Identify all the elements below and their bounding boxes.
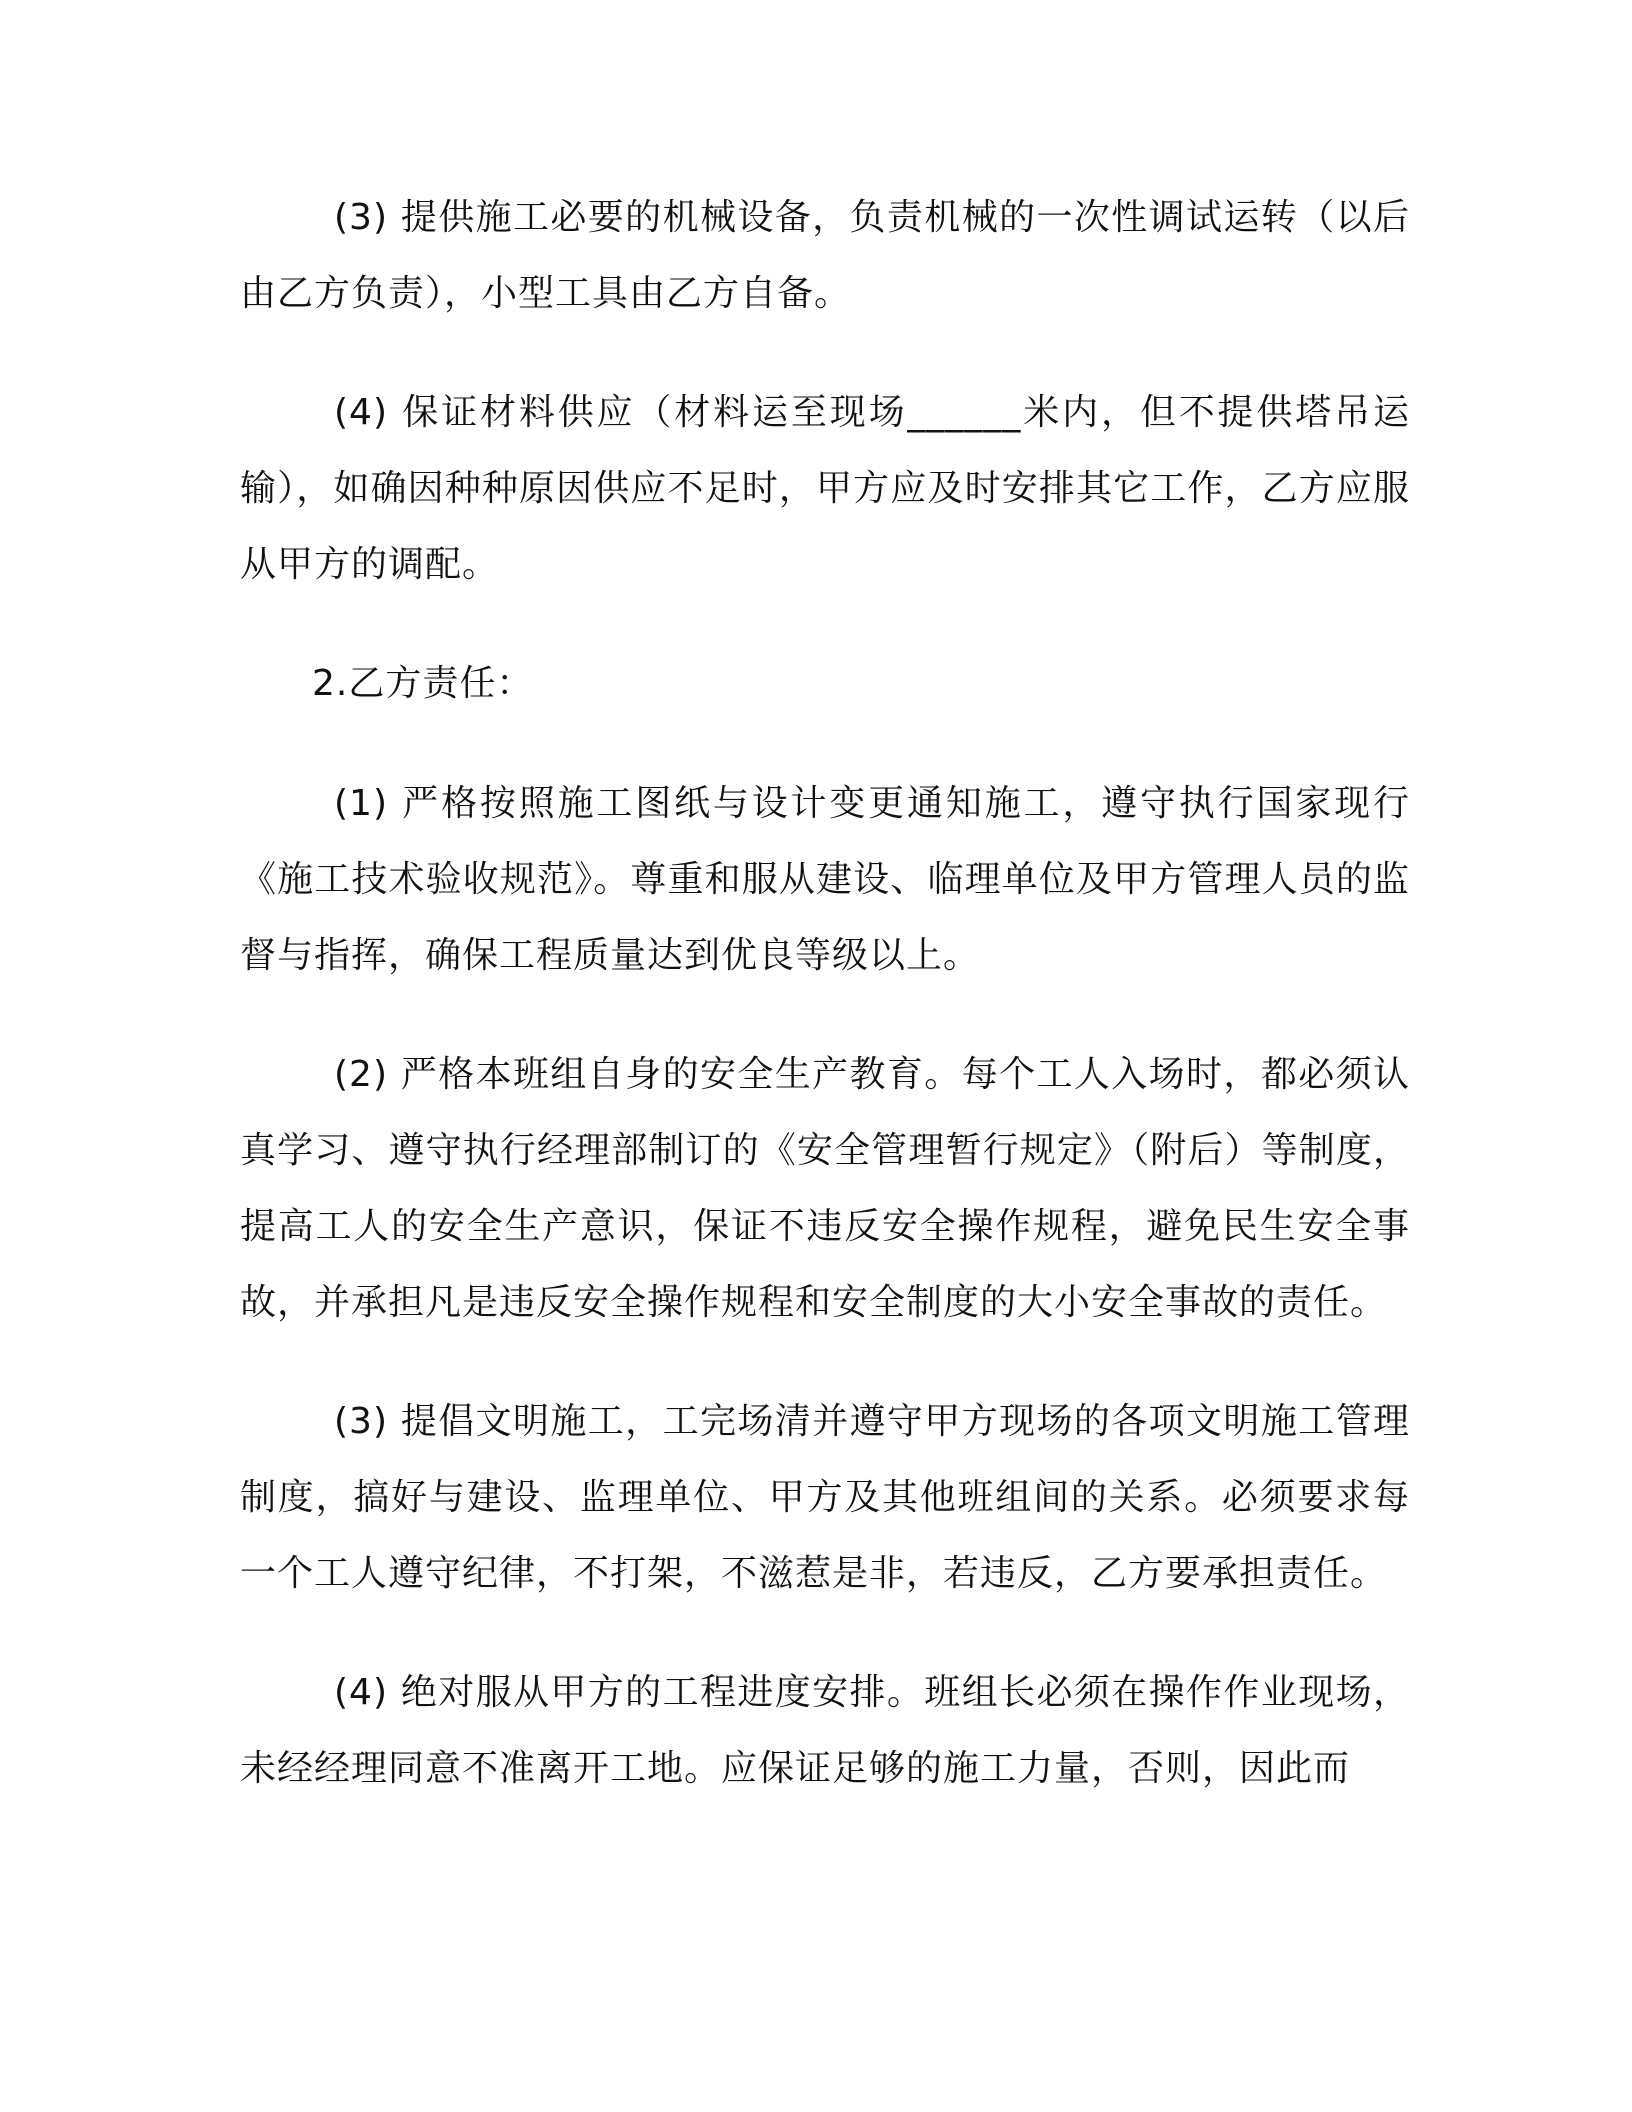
- clause-b2-paragraph: (2) 严格本班组自身的安全生产教育。每个工人入场时，都必须认真学习、遵守执行经理部制订的《安全管理暂行规定》（附后）等制度，提高工人的安全生产意识，保证不违反安全操作规程，避免民生安全事故，并承担凡是违反安全操作规程和安全制度的大小安全事故的责任。: [240, 1054, 1410, 1323]
- section-heading-party-b: 2.乙方责任：: [312, 663, 534, 704]
- clause-b3-paragraph: (3) 提倡文明施工，工完场清并遵守甲方现场的各项文明施工管理制度，搞好与建设、监理单位、甲方及其他班组间的关系。必须要求每一个工人遵守纪律，不打架，不滋惹是非，若违反，乙方要承担责任。: [240, 1401, 1410, 1594]
- document-page: [240, 180, 1410, 1850]
- clause-a4-paragraph: (4) 保证材料供应（材料运至现场______米内，但不提供塔吊运输），如确因种种原因供应不足时，甲方应及时安排其它工作，乙方应服从甲方的调配。: [240, 392, 1410, 585]
- clause-a3-paragraph: (3) 提供施工必要的机械设备，负责机械的一次性调试运转（以后由乙方负责），小型工具由乙方自备。: [240, 197, 1410, 314]
- clause-b4-paragraph: (4) 绝对服从甲方的工程进度安排。班组长必须在操作作业现场，未经经理同意不准离开工地。应保证足够的施工力量，否则，因此而: [240, 1672, 1410, 1789]
- clause-b1-paragraph: (1) 严格按照施工图纸与设计变更通知施工，遵守执行国家现行《施工技术验收规范》。尊重和服从建设、临理单位及甲方管理人员的监督与指挥，确保工程质量达到优良等级以上。: [240, 783, 1410, 976]
